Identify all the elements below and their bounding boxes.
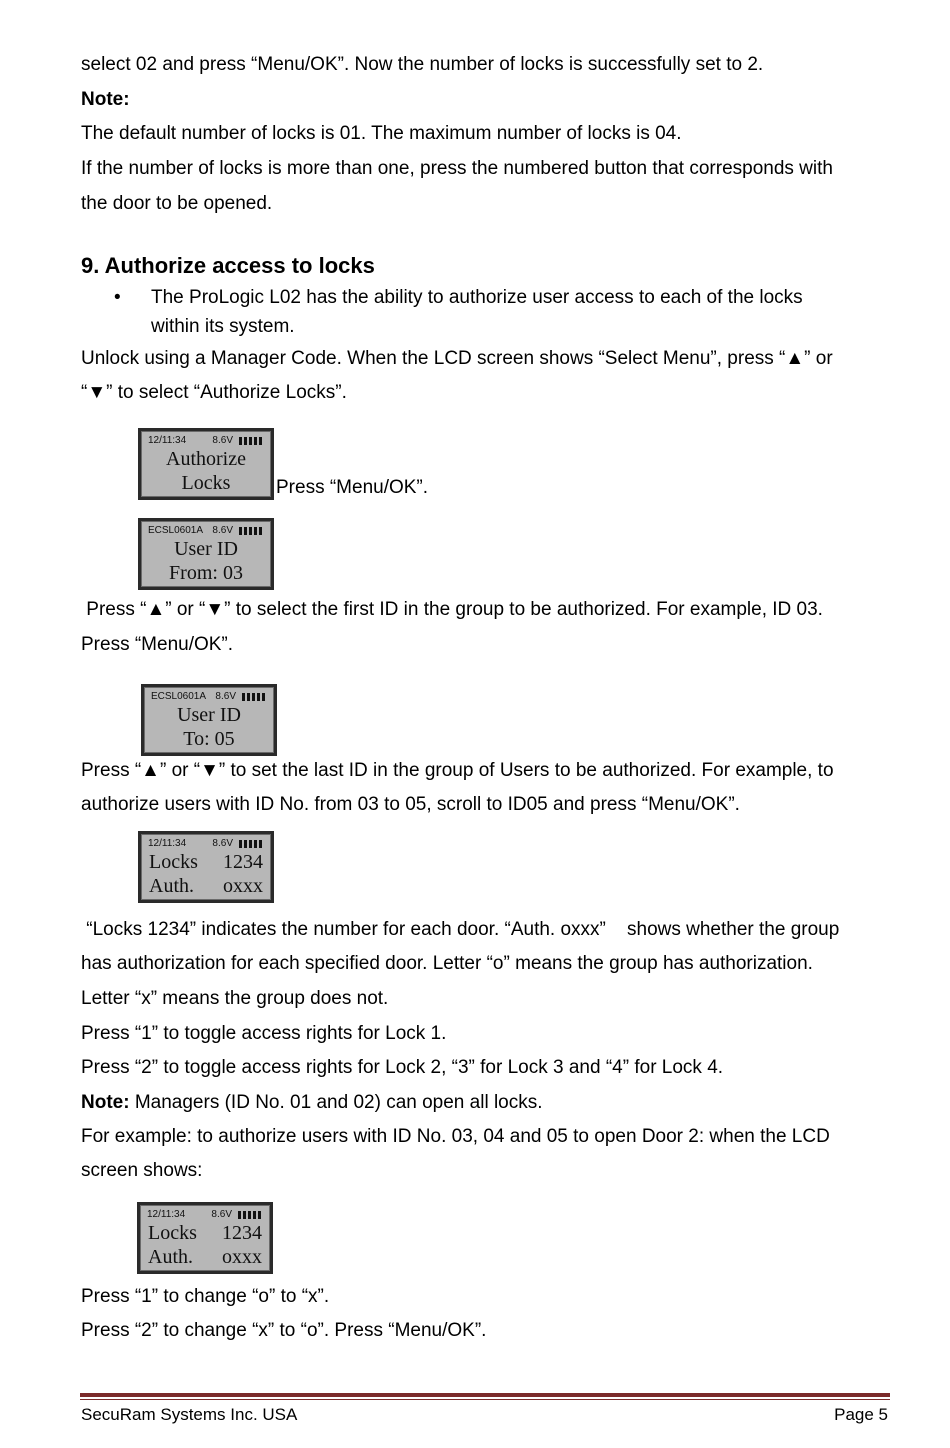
lcd-row-value: oxxx [223,875,263,897]
lcd-status-time: 12/11:34 [147,1209,186,1220]
lcd-status-time: 12/11:34 [148,435,187,446]
footer-divider [80,1393,890,1397]
section-heading: 9. Authorize access to locks [81,253,375,278]
note-label: Note: [81,1092,130,1113]
paragraph-locks-explain-3: Letter “x” means the group does not. [81,988,389,1009]
battery-icon [239,437,263,445]
lcd-row-value: 1234 [222,1222,262,1244]
paragraph-first-id-1: Press “▲” or “▼” to select the first ID in the group to be authorized. For example, ID 03. [81,599,823,620]
lcd-line-2: From: 03 [169,562,243,584]
paragraph-last-id-2: authorize users with ID No. from 03 to 05, scroll to ID05 and press “Menu/OK”. [81,794,740,815]
battery-icon [238,1211,262,1219]
lcd-line-1: User ID [177,704,241,726]
lcd-row-label: Locks [148,1222,197,1244]
lcd-voltage: 8.6V [212,838,233,849]
note-label: Note: [81,89,130,110]
lcd-row-locks [149,851,263,873]
note-text: Managers (ID No. 01 and 02) can open all locks. [129,1092,543,1113]
bullet-text-1: The ProLogic L02 has the ability to authorize user access to each of the locks [151,287,803,308]
lcd-row-value: 1234 [223,851,263,873]
lcd-locks-auth [138,831,274,903]
paragraph-set-locks: select 02 and press “Menu/OK”. Now the number of locks is successfully set to 2. [81,54,764,75]
paragraph-multiple-locks-1: If the number of locks is more than one, press the numbered button that corresponds with [81,158,833,179]
lcd-status-time: 12/11:34 [148,838,187,849]
paragraph-locks-explain-1: “Locks 1234” indicates the number for each door. “Auth. oxxx” shows whether the group [81,919,840,940]
paragraph-default-locks: The default number of locks is 01. The maximum number of locks is 04. [81,123,682,144]
lcd-voltage: 8.6V [211,1209,232,1220]
lcd-row-label: Auth. [149,875,194,897]
lcd-user-id-from [138,518,274,590]
paragraph-example-1: For example: to authorize users with ID No. 03, 04 and 05 to open Door 2: when the LCD [81,1126,830,1147]
paragraph-change-1: Press “1” to change “o” to “x”. [81,1286,330,1307]
footer-company: SecuRam Systems Inc. USA [81,1405,298,1424]
paragraph-multiple-locks-2: the door to be opened. [81,193,273,214]
battery-icon [242,693,266,701]
footer-divider-thin [80,1399,890,1400]
footer-page-number: Page 5 [834,1405,888,1424]
lcd-user-id-to [141,684,277,756]
paragraph-change-2: Press “2” to change “x” to “o”. Press “Menu/OK”. [81,1320,487,1341]
bullet-text-2: within its system. [151,316,295,337]
lcd-caption: Press “Menu/OK”. [276,477,429,498]
paragraph-locks-explain-2: has authorization for each specified door. Letter “o” means the group has authorization. [81,953,813,974]
paragraph-toggle-others: Press “2” to toggle access rights for Lock 2, “3” for Lock 3 and “4” for Lock 4. [81,1057,724,1078]
paragraph-last-id-1: Press “▲” or “▼” to set the last ID in the group of Users to be authorized. For example, to [81,760,834,781]
paragraph-example-2: screen shows: [81,1160,203,1181]
battery-icon [239,840,263,848]
battery-icon [239,527,263,535]
lcd-row-locks [148,1222,262,1244]
lcd-status-bar [148,525,265,537]
lcd-row-label: Auth. [148,1246,193,1268]
lcd-voltage: 8.6V [215,691,236,702]
lcd-row-auth [149,875,263,897]
paragraph-unlock-1: Unlock using a Manager Code. When the LCD screen shows “Select Menu”, press “▲” or [81,348,833,369]
lcd-status-model: ECSL0601A [148,525,204,536]
paragraph-toggle-lock1: Press “1” to toggle access rights for Lock 1. [81,1023,447,1044]
paragraph-first-id-2: Press “Menu/OK”. [81,634,234,655]
lcd-voltage: 8.6V [212,525,233,536]
lcd-locks-auth-example [137,1202,273,1274]
paragraph-managers-note [81,1091,543,1115]
lcd-status-bar [148,435,265,447]
paragraph-unlock-2: “▼” to select “Authorize Locks”. [81,382,347,403]
lcd-status-bar [148,838,265,850]
lcd-status-model: ECSL0601A [151,691,207,702]
lcd-line-2: Locks [181,472,231,494]
lcd-authorize-locks [138,428,274,500]
lcd-status-bar [147,1209,264,1221]
lcd-voltage: 8.6V [212,435,233,446]
bullet-icon: • [114,287,121,308]
lcd-row-auth [148,1246,262,1268]
lcd-status-bar [151,691,268,703]
lcd-line-1: User ID [174,538,238,560]
lcd-line-1: Authorize [166,448,246,470]
lcd-line-2: To: 05 [183,728,235,750]
lcd-row-value: oxxx [222,1246,262,1268]
lcd-row-label: Locks [149,851,198,873]
